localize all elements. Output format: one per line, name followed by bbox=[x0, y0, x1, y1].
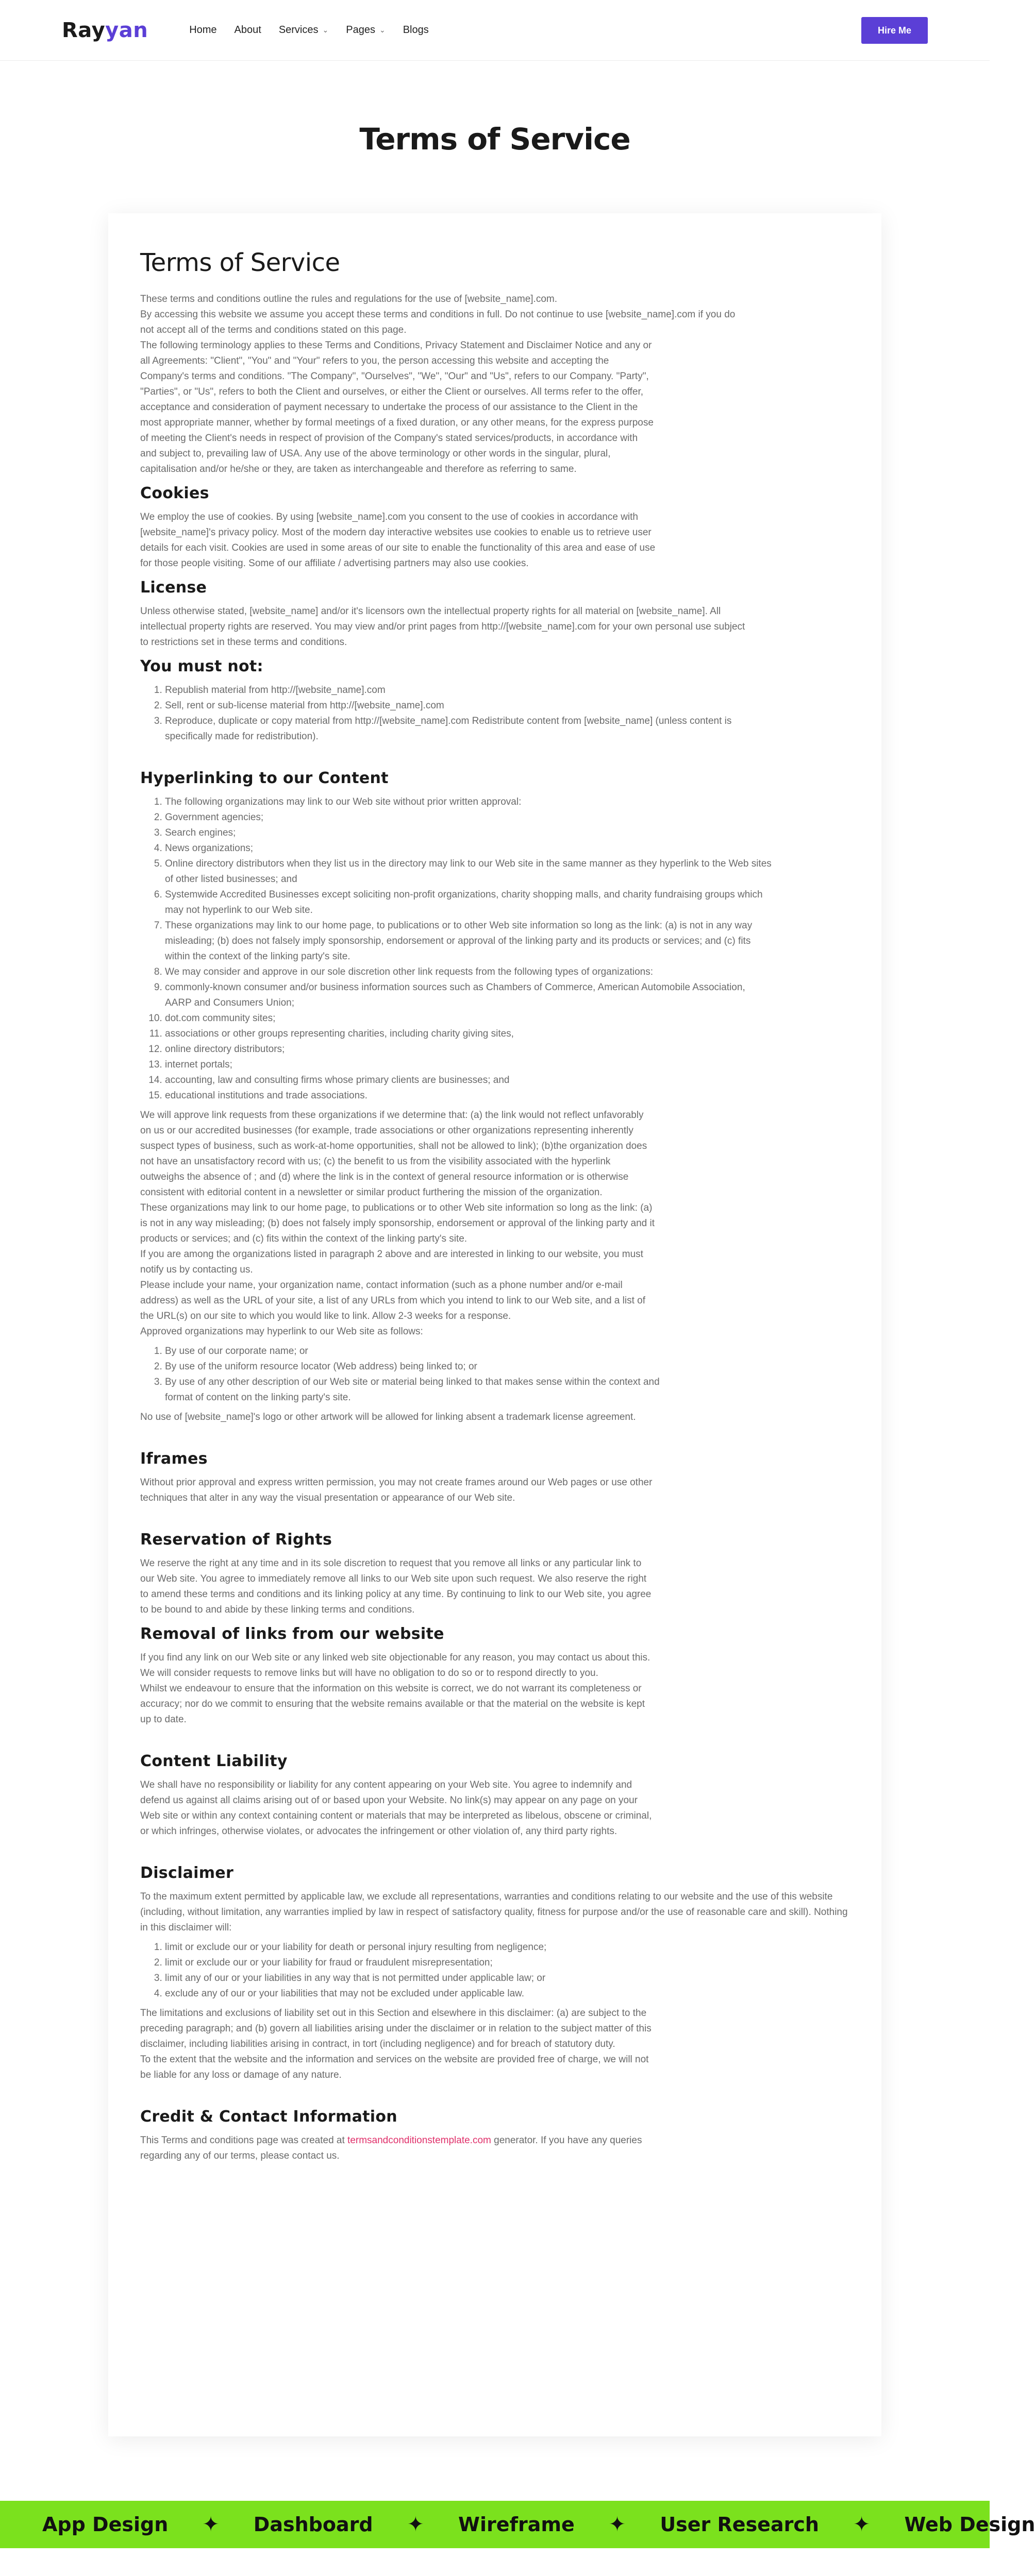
list-item: 8. We may consider and approve in our sole discretion other link requests from the following types of organizations: bbox=[165, 964, 773, 980]
list-item: 2. By use of the uniform resource locator (Web address) being linked to; or bbox=[165, 1359, 680, 1375]
hire-me-button[interactable]: Hire Me bbox=[861, 17, 928, 44]
list-item: 4. News organizations; bbox=[165, 841, 773, 856]
site-header bbox=[0, 0, 990, 61]
logo-use-text: No use of [website_name]'s logo or other artwork will be allowed for linking absent a trademark license agreement. bbox=[140, 1412, 636, 1422]
liability-heading: Content Liability bbox=[140, 1752, 288, 1770]
sparkle-icon: ✦ bbox=[407, 2513, 425, 2536]
list-item: 10. dot.com community sites; bbox=[165, 1011, 773, 1026]
logo-accent-text: yan bbox=[105, 18, 148, 42]
cookies-text: We employ the use of cookies. By using [website_name].com you consent to the use of cookies in accordance with [website_name]'s privacy policy. Most of the modern day interactive websites use cookies to enable us to retrieve user details for each visit. Cookies are used in some areas of our site to enable the functionality of this area and ease of use for those people visiting. Some of our affiliate / advertising partners may also use cookies. bbox=[140, 512, 656, 569]
nav-about[interactable] bbox=[235, 24, 261, 36]
hyperlinking-text: These organizations may link to our home page, to publications or to other Web site information so long as the link: (a) is not in any way misleading; (b) does not falsely imply sponsorship, endorsement or approval of the linking party and it products or services; and (c) fits within the context of the linking party's site. bbox=[140, 1202, 655, 1244]
marquee-item: Wireframe bbox=[458, 2513, 575, 2536]
nav-blogs[interactable] bbox=[403, 24, 429, 36]
sparkle-icon: ✦ bbox=[853, 2513, 871, 2536]
marquee-item: User Research bbox=[660, 2513, 819, 2536]
credit-heading: Credit & Contact Information bbox=[140, 2108, 397, 2126]
iframes-text: Without prior approval and express written permission, you may not create frames around our Web pages or use other techniques that alter in any way the visual presentation or appearance of our Web site. bbox=[140, 1477, 653, 1503]
credit-text-before: This Terms and conditions page was created at bbox=[140, 2135, 348, 2146]
intro-paragraph: These terms and conditions outline the rules and regulations for the use of [website_name].com. bbox=[140, 294, 558, 304]
list-item: 12. online directory distributors; bbox=[165, 1042, 773, 1057]
intro-paragraph: By accessing this website we assume you accept these terms and conditions in full. Do not continue to use [website_name].com if you do not accept all of the terms and conditions stated on this page. bbox=[140, 309, 736, 335]
iframes-heading: Iframes bbox=[140, 1450, 208, 1468]
terms-heading: Terms of Service bbox=[140, 248, 340, 277]
nav-home-label: Home bbox=[189, 24, 217, 36]
generator-link[interactable]: termsandconditionstemplate.com bbox=[347, 2135, 491, 2146]
credit-text bbox=[140, 2133, 656, 2164]
marquee-item: Dashboard bbox=[253, 2513, 373, 2536]
nav-pages-label: Pages bbox=[346, 24, 375, 36]
hyperlinking-heading: Hyperlinking to our Content bbox=[140, 769, 389, 787]
nav-services[interactable] bbox=[279, 24, 328, 36]
list-item: 1. The following organizations may link to our Web site without prior written approval: bbox=[165, 794, 773, 810]
site-logo[interactable] bbox=[62, 19, 148, 42]
chevron-down-icon: ⌄ bbox=[322, 26, 329, 34]
nav-services-label: Services bbox=[278, 24, 319, 36]
marquee-item: App Design bbox=[42, 2513, 169, 2536]
removal-text: Whilst we endeavour to ensure that the information on this website is correct, we do not warrant its completeness or accuracy; nor do we commit to ensuring that the website remains available or that the material on the website is kept up to date. bbox=[140, 1683, 645, 1725]
hyperlinking-text: Please include your name, your organization name, contact information (such as a phone number and/or e-mail address) as well as the URL of your site, a list of any URLs from which you intend to link to our Web site, and a list of the URL(s) on our site to which you would like to link. Allow 2-3 weeks for a response. bbox=[140, 1280, 646, 1321]
reservation-heading: Reservation of Rights bbox=[140, 1531, 332, 1549]
list-item: 7. These organizations may link to our home page, to publications or to other Web site information so long as the link: (a) is not in any way misleading; (b) does not falsely imply sponsorship, endorsement or approval of the linking party and its products or services; and (c) fits within the context of the linking party's site. bbox=[165, 918, 773, 964]
disclaimer-text: The limitations and exclusions of liability set out in this Section and elsewhere in this disclaimer: (a) are subject to the preceding paragraph; and (b) govern all liabilities arising under the disclaimer or in relation to the subject matter of this disclaimer, including liabilities arising in contract, in tort (including negligence) and for breach of statutory duty. bbox=[140, 2008, 652, 2049]
list-item: 15. educational institutions and trade associations. bbox=[165, 1088, 773, 1104]
logo-text: Ray bbox=[62, 18, 106, 42]
nav-pages[interactable] bbox=[346, 24, 385, 36]
marquee-item: Web Design bbox=[904, 2513, 1035, 2536]
nav-home[interactable] bbox=[189, 24, 216, 36]
list-item: 3. Reproduce, duplicate or copy material from http://[website_name].com Redistribute content from [website_name] (unless content is specifically made for redistribution). bbox=[165, 714, 773, 744]
intro-paragraph: The following terminology applies to these Terms and Conditions, Privacy Statement and Disclaimer Notice and any or all Agreements: "Client", "You" and "Your" refers to you, the person accessing this website and accepting the Company's terms and conditions. "The Company", "Ourselves", "We", "Our" and "Us", refers to our Company. "Party", "Parties", or "Us", refers to both the Client and ourselves, or either the Client or ourselves. All terms refer to the offer, acceptance and consideration of payment necessary to undertake the process of our assistance to the Client in the most appropriate manner, whether by formal meetings of a fixed duration, or any other means, for the express purpose of meeting the Client's needs in respect of provision of the Company's stated services/products, in accordance with and subject to, prevailing law of USA. Any use of the above terminology or other words in the singular, plural, capitalisation and/or he/she or they, are taken as interchangeable and therefore as referring to same. bbox=[140, 340, 654, 474]
cookies-heading: Cookies bbox=[140, 484, 209, 502]
list-item: 5. Online directory distributors when they list us in the directory may link to our Web site in the same manner as they hyperlink to the Web sites of other listed businesses; and bbox=[165, 856, 773, 887]
list-item: 2. limit or exclude our or your liability for fraud or fraudulent misrepresentation; bbox=[165, 1955, 680, 1971]
hyperlinking-text: We will approve link requests from these organizations if we determine that: (a) the link would not reflect unfavorably on us or our accredited businesses (for example, trade associations or other organizations representing inherently suspect types of business, such as work-at-home opportunities, shall not be allowed to link); (b)the organization does not have an unsatisfactory record with us; (c) the benefit to us from the visibility associated with the hyperlink outweighs the absence of ; and (d) where the link is in the context of general resource information or is otherwise consistent with editorial content in a newsletter or similar product furthering the mission of the organization. bbox=[140, 1110, 647, 1198]
page-title: Terms of Service bbox=[359, 122, 630, 157]
sparkle-icon: ✦ bbox=[202, 2513, 220, 2536]
list-item: 3. Search engines; bbox=[165, 825, 773, 841]
approved-list bbox=[165, 1344, 680, 1405]
list-item: 13. internet portals; bbox=[165, 1057, 773, 1073]
credit-text-after: generator. If you have any queries regarding any of our terms, please contact us. bbox=[140, 2135, 642, 2161]
must-not-heading: You must not: bbox=[140, 657, 263, 675]
disclaimer-list bbox=[165, 1940, 680, 2002]
list-item: 3. limit any of our or your liabilities in any way that is not permitted under applicable law; or bbox=[165, 1971, 680, 1986]
disclaimer-heading: Disclaimer bbox=[140, 1864, 234, 1882]
list-item: 14. accounting, law and consulting firms whose primary clients are businesses; and bbox=[165, 1073, 773, 1088]
connect-section bbox=[108, 2548, 881, 2576]
liability-text: We shall have no responsibility or liability for any content appearing on your Web site. You agree to indemnify and defend us against all claims arising out of or based upon your Website. No link(s) may appear on any page on your Web site or within any context containing content or materials that may be interpreted as libelous, obscene or criminal, or which infringes, otherwise violates, or advocates the infringement or other violation of, any third party rights. bbox=[140, 1780, 652, 1837]
hyperlinking-text: Approved organizations may hyperlink to our Web site as follows: bbox=[140, 1326, 423, 1337]
terms-card bbox=[108, 213, 881, 2436]
list-item: 1. limit or exclude our or your liability for death or personal injury resulting from negligence; bbox=[165, 1940, 680, 1955]
removal-text: If you find any link on our Web site or any linked web site objectionable for any reason, you may contact us about this. We will consider requests to remove links but will have no obligation to do so or to respond directly to you. bbox=[140, 1652, 650, 1679]
hyperlinking-list bbox=[165, 794, 773, 1104]
license-heading: License bbox=[140, 579, 207, 597]
disclaimer-text: To the extent that the website and the information and services on the website are provided free of charge, we will not be liable for any loss or damage of any nature. bbox=[140, 2054, 649, 2080]
hyperlinking-text: If you are among the organizations listed in paragraph 2 above and are interested in linking to our website, you must notify us by contacting us. bbox=[140, 1249, 643, 1275]
list-item: 3. By use of any other description of our Web site or material being linked to that makes sense within the context and format of content on the linking party's site. bbox=[165, 1375, 680, 1405]
nav-blogs-label: Blogs bbox=[403, 24, 429, 36]
list-item: 4. exclude any of our or your liabilities that may not be excluded under applicable law. bbox=[165, 1986, 680, 2002]
disclaimer-intro: To the maximum extent permitted by applicable law, we exclude all representations, warranties and conditions relating to our website and the use of this website (including, without limitation, any warranties implied by law in respect of satisfactory quality, fitness for purpose and/or the use of reasonable care and skill). Nothing in this disclaimer will: bbox=[140, 1891, 848, 1933]
list-item: 11. associations or other groups representing charities, including charity giving sites, bbox=[165, 1026, 773, 1042]
main-nav bbox=[189, 24, 429, 36]
skills-marquee bbox=[0, 2501, 1035, 2548]
list-item: 9. commonly-known consumer and/or business information sources such as Chambers of Commerce, American Automobile Association, AARP and Consumers Union; bbox=[165, 980, 773, 1011]
removal-heading: Removal of links from our website bbox=[140, 1625, 444, 1643]
list-item: 1. Republish material from http://[website_name].com bbox=[165, 683, 773, 698]
list-item: 6. Systemwide Accredited Businesses except soliciting non-profit organizations, charity shopping malls, and charity fundraising groups which may not hyperlink to our Web site. bbox=[165, 887, 773, 918]
list-item: 2. Sell, rent or sub-license material from http://[website_name].com bbox=[165, 698, 773, 714]
list-item: 2. Government agencies; bbox=[165, 810, 773, 825]
must-not-list bbox=[165, 683, 773, 744]
license-text: Unless otherwise stated, [website_name] and/or it's licensors own the intellectual property rights for all material on [website_name]. All intellectual property rights are reserved. You may view and/or print pages from http://[website_name].com for your own personal use subject to restrictions set in these terms and conditions. bbox=[140, 606, 745, 648]
sparkle-icon: ✦ bbox=[608, 2513, 626, 2536]
reservation-text: We reserve the right at any time and in its sole discretion to request that you remove all links or any particular link to our Web site. You agree to immediately remove all links to our Web site upon such request. We also reserve the right to amend these terms and conditions and its linking policy at any time. By continuing to link to our Web site, you agree to be bound to and abide by these linking terms and conditions. bbox=[140, 1558, 652, 1615]
chevron-down-icon: ⌄ bbox=[379, 26, 386, 34]
nav-about-label: About bbox=[234, 24, 261, 36]
list-item: 1. By use of our corporate name; or bbox=[165, 1344, 680, 1359]
